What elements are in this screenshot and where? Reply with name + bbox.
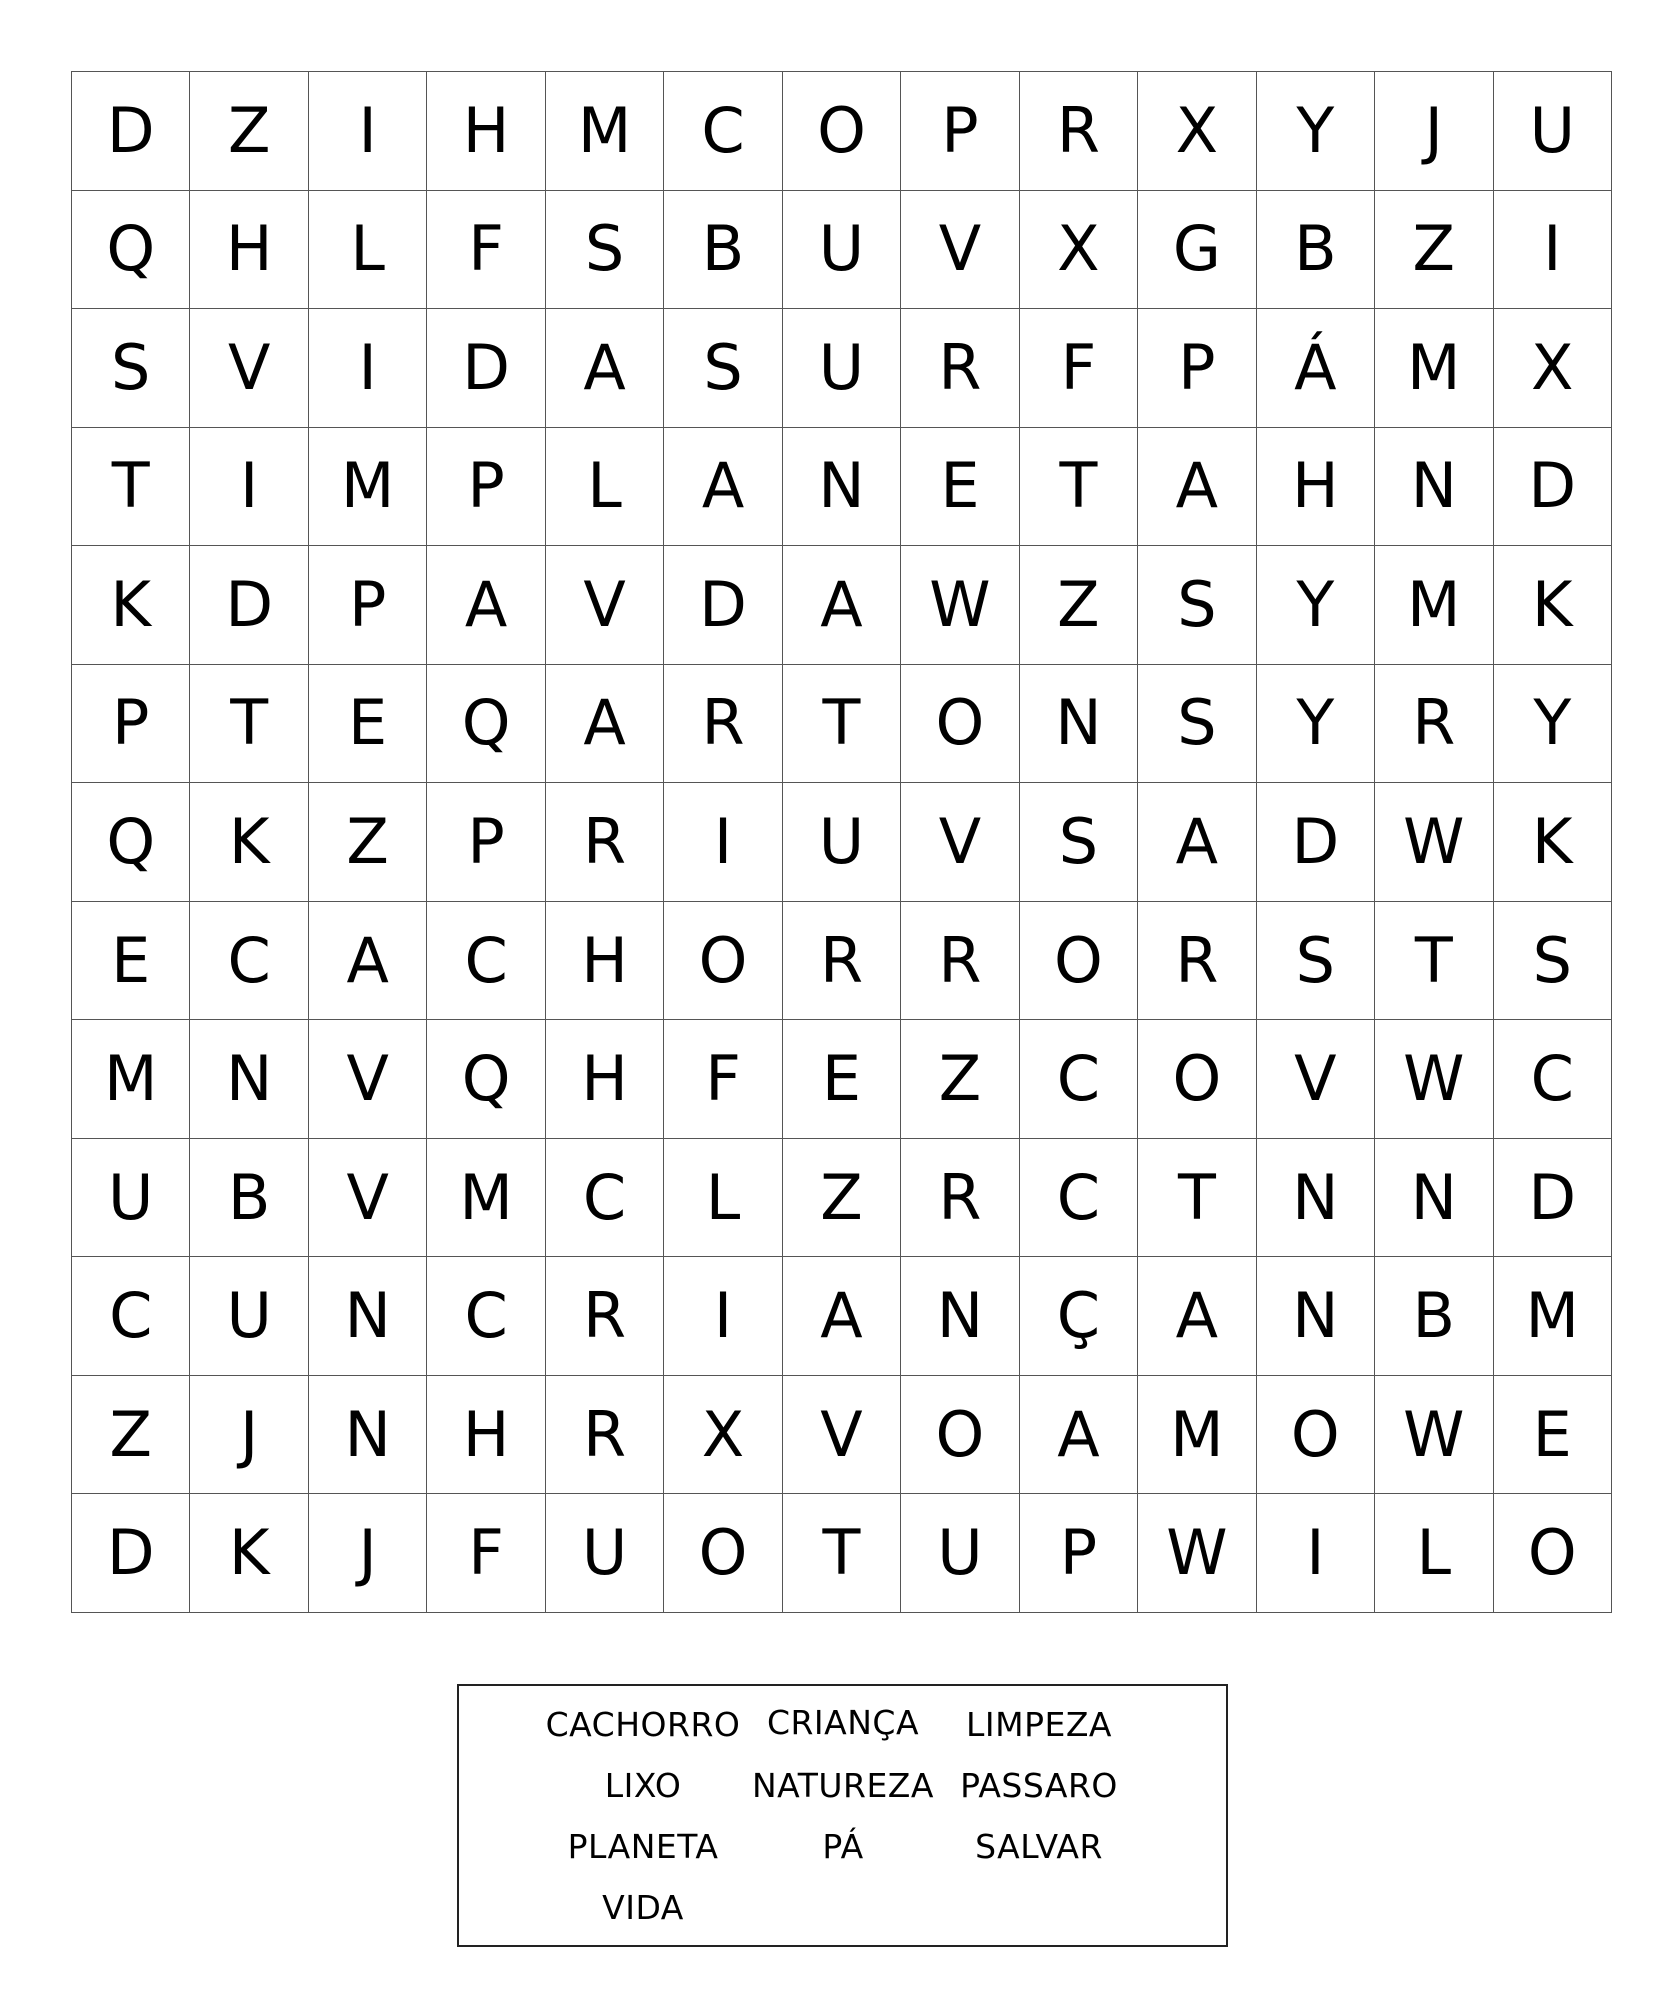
grid-cell[interactable]: P: [1138, 309, 1256, 428]
grid-cell[interactable]: M: [72, 1020, 190, 1139]
grid-cell[interactable]: J: [1375, 72, 1493, 191]
grid-cell[interactable]: B: [1257, 191, 1375, 310]
grid-cell[interactable]: K: [190, 1494, 308, 1613]
grid-cell[interactable]: H: [546, 902, 664, 1021]
grid-cell[interactable]: P: [72, 665, 190, 784]
grid-cell[interactable]: A: [783, 546, 901, 665]
grid-cell[interactable]: M: [427, 1139, 545, 1258]
grid-cell[interactable]: N: [901, 1257, 1019, 1376]
grid-cell[interactable]: X: [1494, 309, 1612, 428]
grid-cell[interactable]: D: [1494, 1139, 1612, 1258]
grid-cell[interactable]: S: [664, 309, 782, 428]
grid-cell[interactable]: V: [783, 1376, 901, 1495]
grid-cell[interactable]: E: [72, 902, 190, 1021]
grid-cell[interactable]: B: [1375, 1257, 1493, 1376]
grid-cell[interactable]: E: [783, 1020, 901, 1139]
grid-cell[interactable]: B: [664, 191, 782, 310]
grid-cell[interactable]: Q: [72, 191, 190, 310]
grid-cell[interactable]: F: [427, 1494, 545, 1613]
grid-cell[interactable]: Z: [783, 1139, 901, 1258]
grid-cell[interactable]: I: [190, 428, 308, 547]
grid-cell[interactable]: O: [1138, 1020, 1256, 1139]
grid-cell[interactable]: P: [1020, 1494, 1138, 1613]
word-list-item: LIMPEZA: [965, 1705, 1113, 1744]
grid-cell[interactable]: A: [1138, 783, 1256, 902]
word-list-item: LIXO: [604, 1766, 682, 1805]
grid-cell[interactable]: A: [664, 428, 782, 547]
grid-cell[interactable]: D: [427, 309, 545, 428]
grid-cell[interactable]: Z: [72, 1376, 190, 1495]
grid-cell[interactable]: U: [72, 1139, 190, 1258]
grid-cell[interactable]: Q: [427, 665, 545, 784]
grid-cell[interactable]: R: [1020, 72, 1138, 191]
word-list-item: PASSARO: [960, 1766, 1118, 1805]
grid-cell[interactable]: K: [190, 783, 308, 902]
grid-cell[interactable]: N: [309, 1376, 427, 1495]
grid-cell[interactable]: R: [1138, 902, 1256, 1021]
grid-cell[interactable]: C: [1020, 1020, 1138, 1139]
grid-cell[interactable]: F: [427, 191, 545, 310]
grid-cell[interactable]: W: [1375, 1020, 1493, 1139]
grid-cell[interactable]: D: [1494, 428, 1612, 547]
grid-cell[interactable]: M: [1375, 309, 1493, 428]
word-list-item: SALVAR: [975, 1827, 1103, 1866]
grid-cell[interactable]: S: [1138, 665, 1256, 784]
grid-cell[interactable]: H: [190, 191, 308, 310]
grid-cell[interactable]: E: [309, 665, 427, 784]
grid-cell[interactable]: G: [1138, 191, 1256, 310]
grid-cell[interactable]: H: [1257, 428, 1375, 547]
grid-cell[interactable]: A: [309, 902, 427, 1021]
grid-cell[interactable]: N: [783, 428, 901, 547]
grid-cell[interactable]: W: [901, 546, 1019, 665]
grid-cell[interactable]: V: [901, 783, 1019, 902]
grid-cell[interactable]: H: [546, 1020, 664, 1139]
grid-cell[interactable]: D: [190, 546, 308, 665]
grid-cell[interactable]: O: [664, 902, 782, 1021]
grid-cell[interactable]: K: [1494, 783, 1612, 902]
grid-cell[interactable]: Y: [1257, 665, 1375, 784]
grid-cell[interactable]: A: [427, 546, 545, 665]
grid-cell[interactable]: R: [546, 1376, 664, 1495]
grid-cell[interactable]: I: [664, 1257, 782, 1376]
grid-cell[interactable]: V: [1257, 1020, 1375, 1139]
grid-cell[interactable]: K: [72, 546, 190, 665]
grid-cell[interactable]: B: [190, 1139, 308, 1258]
grid-cell[interactable]: R: [1375, 665, 1493, 784]
grid-cell[interactable]: P: [427, 428, 545, 547]
grid-cell[interactable]: O: [1257, 1376, 1375, 1495]
grid-cell[interactable]: Z: [309, 783, 427, 902]
grid-cell[interactable]: K: [1494, 546, 1612, 665]
grid-cell[interactable]: U: [1494, 72, 1612, 191]
grid-cell[interactable]: R: [901, 1139, 1019, 1258]
grid-cell[interactable]: W: [1375, 783, 1493, 902]
grid-cell[interactable]: R: [901, 902, 1019, 1021]
grid-cell[interactable]: C: [190, 902, 308, 1021]
grid-cell[interactable]: A: [783, 1257, 901, 1376]
grid-cell[interactable]: A: [546, 309, 664, 428]
word-list-item: NATUREZA: [752, 1766, 934, 1805]
grid-cell[interactable]: N: [1257, 1139, 1375, 1258]
grid-cell[interactable]: F: [664, 1020, 782, 1139]
grid-cell[interactable]: N: [1257, 1257, 1375, 1376]
grid-cell[interactable]: Z: [190, 72, 308, 191]
word-list: [457, 1684, 1228, 1947]
grid-cell[interactable]: X: [664, 1376, 782, 1495]
grid-cell[interactable]: U: [783, 783, 901, 902]
grid-cell[interactable]: C: [1494, 1020, 1612, 1139]
word-list-item: PLANETA: [567, 1827, 719, 1866]
grid-cell[interactable]: Ç: [1020, 1257, 1138, 1376]
grid-cell[interactable]: S: [72, 309, 190, 428]
grid-cell[interactable]: Á: [1257, 309, 1375, 428]
grid-cell[interactable]: H: [427, 72, 545, 191]
grid-cell[interactable]: O: [783, 72, 901, 191]
grid-cell[interactable]: N: [309, 1257, 427, 1376]
grid-cell[interactable]: I: [1494, 191, 1612, 310]
grid-cell[interactable]: Z: [1375, 191, 1493, 310]
grid-cell[interactable]: C: [72, 1257, 190, 1376]
grid-cell[interactable]: T: [1375, 902, 1493, 1021]
grid-cell[interactable]: X: [1020, 191, 1138, 310]
grid-cell[interactable]: C: [427, 902, 545, 1021]
grid-cell[interactable]: X: [1138, 72, 1256, 191]
grid-cell[interactable]: V: [901, 191, 1019, 310]
grid-cell[interactable]: U: [190, 1257, 308, 1376]
grid-cell[interactable]: M: [1375, 546, 1493, 665]
grid-cell[interactable]: C: [664, 72, 782, 191]
grid-cell[interactable]: T: [1020, 428, 1138, 547]
grid-cell[interactable]: C: [1020, 1139, 1138, 1258]
grid-cell[interactable]: S: [1257, 902, 1375, 1021]
grid-cell[interactable]: Q: [72, 783, 190, 902]
grid-cell[interactable]: V: [546, 546, 664, 665]
grid-cell[interactable]: N: [1020, 665, 1138, 784]
grid-cell[interactable]: R: [664, 665, 782, 784]
grid-cell[interactable]: R: [783, 902, 901, 1021]
grid-cell[interactable]: T: [783, 665, 901, 784]
grid-cell[interactable]: N: [1375, 1139, 1493, 1258]
grid-cell[interactable]: W: [1138, 1494, 1256, 1613]
grid-cell[interactable]: L: [1375, 1494, 1493, 1613]
word-list-item: CRIANÇA: [766, 1703, 920, 1742]
grid-cell[interactable]: D: [72, 1494, 190, 1613]
grid-cell[interactable]: L: [664, 1139, 782, 1258]
grid-cell[interactable]: E: [901, 428, 1019, 547]
grid-cell[interactable]: E: [1494, 1376, 1612, 1495]
grid-cell[interactable]: S: [1138, 546, 1256, 665]
grid-cell[interactable]: P: [309, 546, 427, 665]
grid-cell[interactable]: J: [190, 1376, 308, 1495]
grid-cell[interactable]: M: [546, 72, 664, 191]
grid-cell[interactable]: C: [427, 1257, 545, 1376]
grid-cell[interactable]: Y: [1494, 665, 1612, 784]
grid-cell[interactable]: R: [546, 1257, 664, 1376]
grid-cell[interactable]: V: [190, 309, 308, 428]
grid-cell[interactable]: O: [1020, 902, 1138, 1021]
grid-cell[interactable]: F: [1020, 309, 1138, 428]
grid-cell[interactable]: O: [1494, 1494, 1612, 1613]
grid-cell[interactable]: T: [72, 428, 190, 547]
grid-cell[interactable]: A: [546, 665, 664, 784]
grid-cell[interactable]: O: [664, 1494, 782, 1613]
grid-cell[interactable]: D: [1257, 783, 1375, 902]
grid-cell[interactable]: O: [901, 1376, 1019, 1495]
grid-cell[interactable]: C: [546, 1139, 664, 1258]
grid-cell[interactable]: Q: [427, 1020, 545, 1139]
grid-cell[interactable]: D: [72, 72, 190, 191]
grid-cell[interactable]: Y: [1257, 546, 1375, 665]
grid-cell[interactable]: I: [309, 72, 427, 191]
grid-cell[interactable]: I: [664, 783, 782, 902]
grid-cell[interactable]: M: [1494, 1257, 1612, 1376]
grid-cell[interactable]: H: [427, 1376, 545, 1495]
grid-cell[interactable]: V: [309, 1139, 427, 1258]
grid-cell[interactable]: V: [309, 1020, 427, 1139]
grid-cell[interactable]: Z: [1020, 546, 1138, 665]
grid-cell[interactable]: I: [309, 309, 427, 428]
grid-cell[interactable]: A: [1138, 1257, 1256, 1376]
grid-cell[interactable]: D: [664, 546, 782, 665]
grid-cell[interactable]: M: [309, 428, 427, 547]
grid-cell[interactable]: R: [901, 309, 1019, 428]
grid-cell[interactable]: A: [1020, 1376, 1138, 1495]
word-list-item: CACHORRO: [545, 1705, 741, 1744]
grid-cell[interactable]: T: [783, 1494, 901, 1613]
grid-cell[interactable]: S: [1494, 902, 1612, 1021]
grid-cell[interactable]: M: [1138, 1376, 1256, 1495]
grid-cell[interactable]: P: [901, 72, 1019, 191]
word-list-item: VIDA: [602, 1888, 684, 1927]
grid-cell[interactable]: J: [309, 1494, 427, 1613]
grid-cell[interactable]: A: [1138, 428, 1256, 547]
grid-cell[interactable]: T: [1138, 1139, 1256, 1258]
grid-cell[interactable]: U: [901, 1494, 1019, 1613]
grid-cell[interactable]: L: [309, 191, 427, 310]
grid-cell[interactable]: W: [1375, 1376, 1493, 1495]
grid-cell[interactable]: R: [546, 783, 664, 902]
grid-cell[interactable]: S: [1020, 783, 1138, 902]
word-list-item: PÁ: [822, 1827, 864, 1866]
grid-cell[interactable]: P: [427, 783, 545, 902]
letter-grid: [71, 71, 1612, 1613]
grid-cell[interactable]: S: [546, 191, 664, 310]
grid-cell[interactable]: O: [901, 665, 1019, 784]
grid-cell[interactable]: U: [546, 1494, 664, 1613]
grid-cell[interactable]: U: [783, 191, 901, 310]
grid-cell[interactable]: N: [190, 1020, 308, 1139]
grid-cell[interactable]: I: [1257, 1494, 1375, 1613]
grid-cell[interactable]: N: [1375, 428, 1493, 547]
grid-cell[interactable]: Z: [901, 1020, 1019, 1139]
grid-cell[interactable]: U: [783, 309, 901, 428]
grid-cell[interactable]: Y: [1257, 72, 1375, 191]
grid-cell[interactable]: L: [546, 428, 664, 547]
grid-cell[interactable]: T: [190, 665, 308, 784]
